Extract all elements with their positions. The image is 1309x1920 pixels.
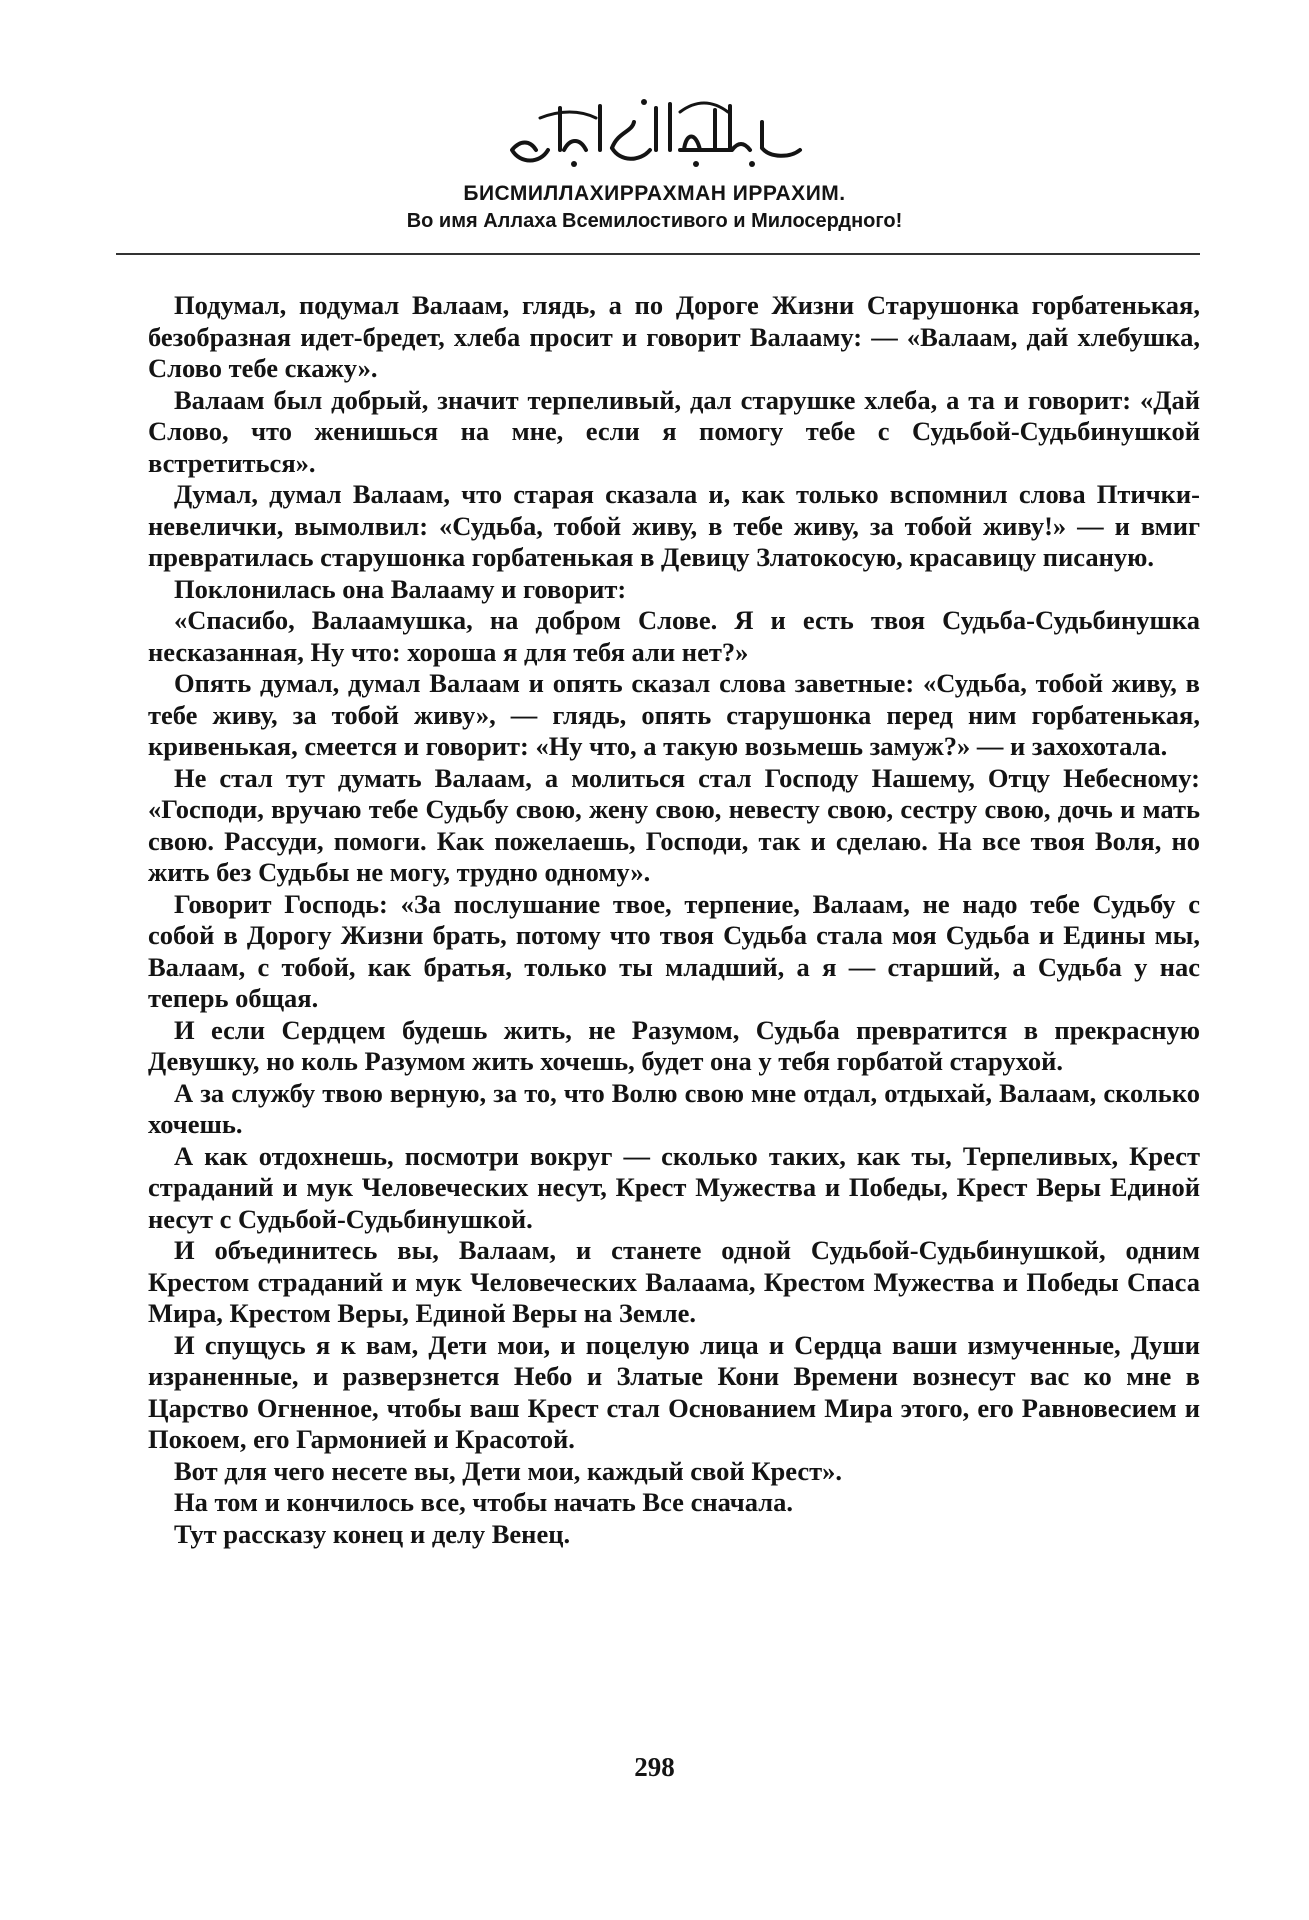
header-divider <box>116 253 1200 255</box>
paragraph: Валаам был добрый, значит терпеливый, дал старушке хлеба, а та и говорит: «Дай Слово, что женишься на мне, если я помогу тебе с Судьбой-Судьбинушкой встретиться». <box>148 384 1200 478</box>
paragraph: На том и кончилось все, чтобы начать Все сначала. <box>174 1487 793 1517</box>
header-title: БИСМИЛЛАХИРРАХМАН ИРРАХИМ. <box>463 182 846 205</box>
paragraph: Говорит Господь: «За послушание твое, терпение, Валаам, не надо тебе Судьбу с собой в Дорогу Жизни брать, потому что твоя Судьба стала моя Судьба и Едины мы, Валаам, с тобой, как братья, только ты младший, а я — старший, а Судьба у нас теперь общая. <box>148 888 1200 1013</box>
paragraph: Тут рассказу конец и делу Венец. <box>174 1518 571 1549</box>
paragraph: А как отдохнешь, посмотри вокруг — сколько таких, как ты, Терпеливых, Крест страданий и мук Человеческих несут, Крест Мужества и Победы, Крест Веры Единой несут с Судьбой-Судьбинушкой. <box>148 1140 1200 1234</box>
paragraph: Думал, думал Валаам, что старая сказала и, как только вспомнил слова Птички-невелички, вымолвил: «Судьба, тобой живу, в тебе живу, за тобой живу!» — и вмиг превратилась старушонка горбатенькая в Девицу Златокосую, красавицу писаную. <box>148 479 1200 572</box>
body-text <box>148 290 1200 1550</box>
paragraph: И объединитесь вы, Валаам, и станете одной Судьбой-Судьбинушкой, одним Крестом страданий и мук Человеческих Валаама, Крестом Мужества и Победы Спаса Мира, Крестом Веры, Единой Веры на Земле. <box>148 1235 1200 1328</box>
paragraph: Подумал, подумал Валаам, глядь, а по Дороге Жизни Старушонка горбатенькая, безобразная идет-бредет, хлеба просит и говорит Валааму: — «Валаам, дай хлебушка, Слово тебе скажу». <box>148 290 1200 383</box>
paragraph: Не стал тут думать Валаам, а молиться стал Господу Нашему, Отцу Небесному: «Господи, вручаю тебе Судьбу свою, жену свою, невесту свою, сестру свою, дочь и мать свою. Рассуди, помоги. Как пожелаешь, Господи, так и сделаю. На все твоя Воля, но жить без Судьбы не могу, трудно одному». <box>148 762 1200 887</box>
basmala-calligraphy <box>500 92 810 172</box>
paragraph: А за службу твою верную, за то, что Волю свою мне отдал, отдыхай, Валаам, сколько хочешь. <box>148 1077 1200 1139</box>
paragraph: И спущусь я к вам, Дети мои, и поцелую лица и Сердца ваши измученные, Души израненные, и разверзнется Небо и Златые Кони Времени вознесут вас ко мне в Царство Огненное, чтобы ваш Крест стал Основанием Мира этого, его Равновесием и Покоем, его Гармонией и Красотой. <box>148 1329 1200 1454</box>
header-subtitle: Во имя Аллаха Всемилостивого и Милосердного! <box>406 210 903 232</box>
paragraph: Вот для чего несете вы, Дети мои, каждый свой Крест». <box>174 1455 843 1486</box>
paragraph: Поклонилась она Валааму и говорит: <box>174 573 627 604</box>
paragraph: «Спасибо, Валаамушка, на добром Слове. Я и есть твоя Судьба-Судьбинушка несказанная, Ну что: хороша я для тебя али нет?» <box>148 605 1200 667</box>
paragraph: И если Сердцем будешь жить, не Разумом, Судьба превратится в прекрасную Девушку, но коль Разумом жить хочешь, будет она у тебя горбатой старухой. <box>148 1014 1200 1076</box>
page-number: 298 <box>634 1752 675 1782</box>
paragraph: Опять думал, думал Валаам и опять сказал слова заветные: «Судьба, тобой живу, в тебе живу, за тобой живу», — глядь, опять старушонка перед ним горбатенькая, кривенькая, смеется и говорит: «Ну что, а такую возьмешь замуж?» — и захохотала. <box>148 668 1200 761</box>
